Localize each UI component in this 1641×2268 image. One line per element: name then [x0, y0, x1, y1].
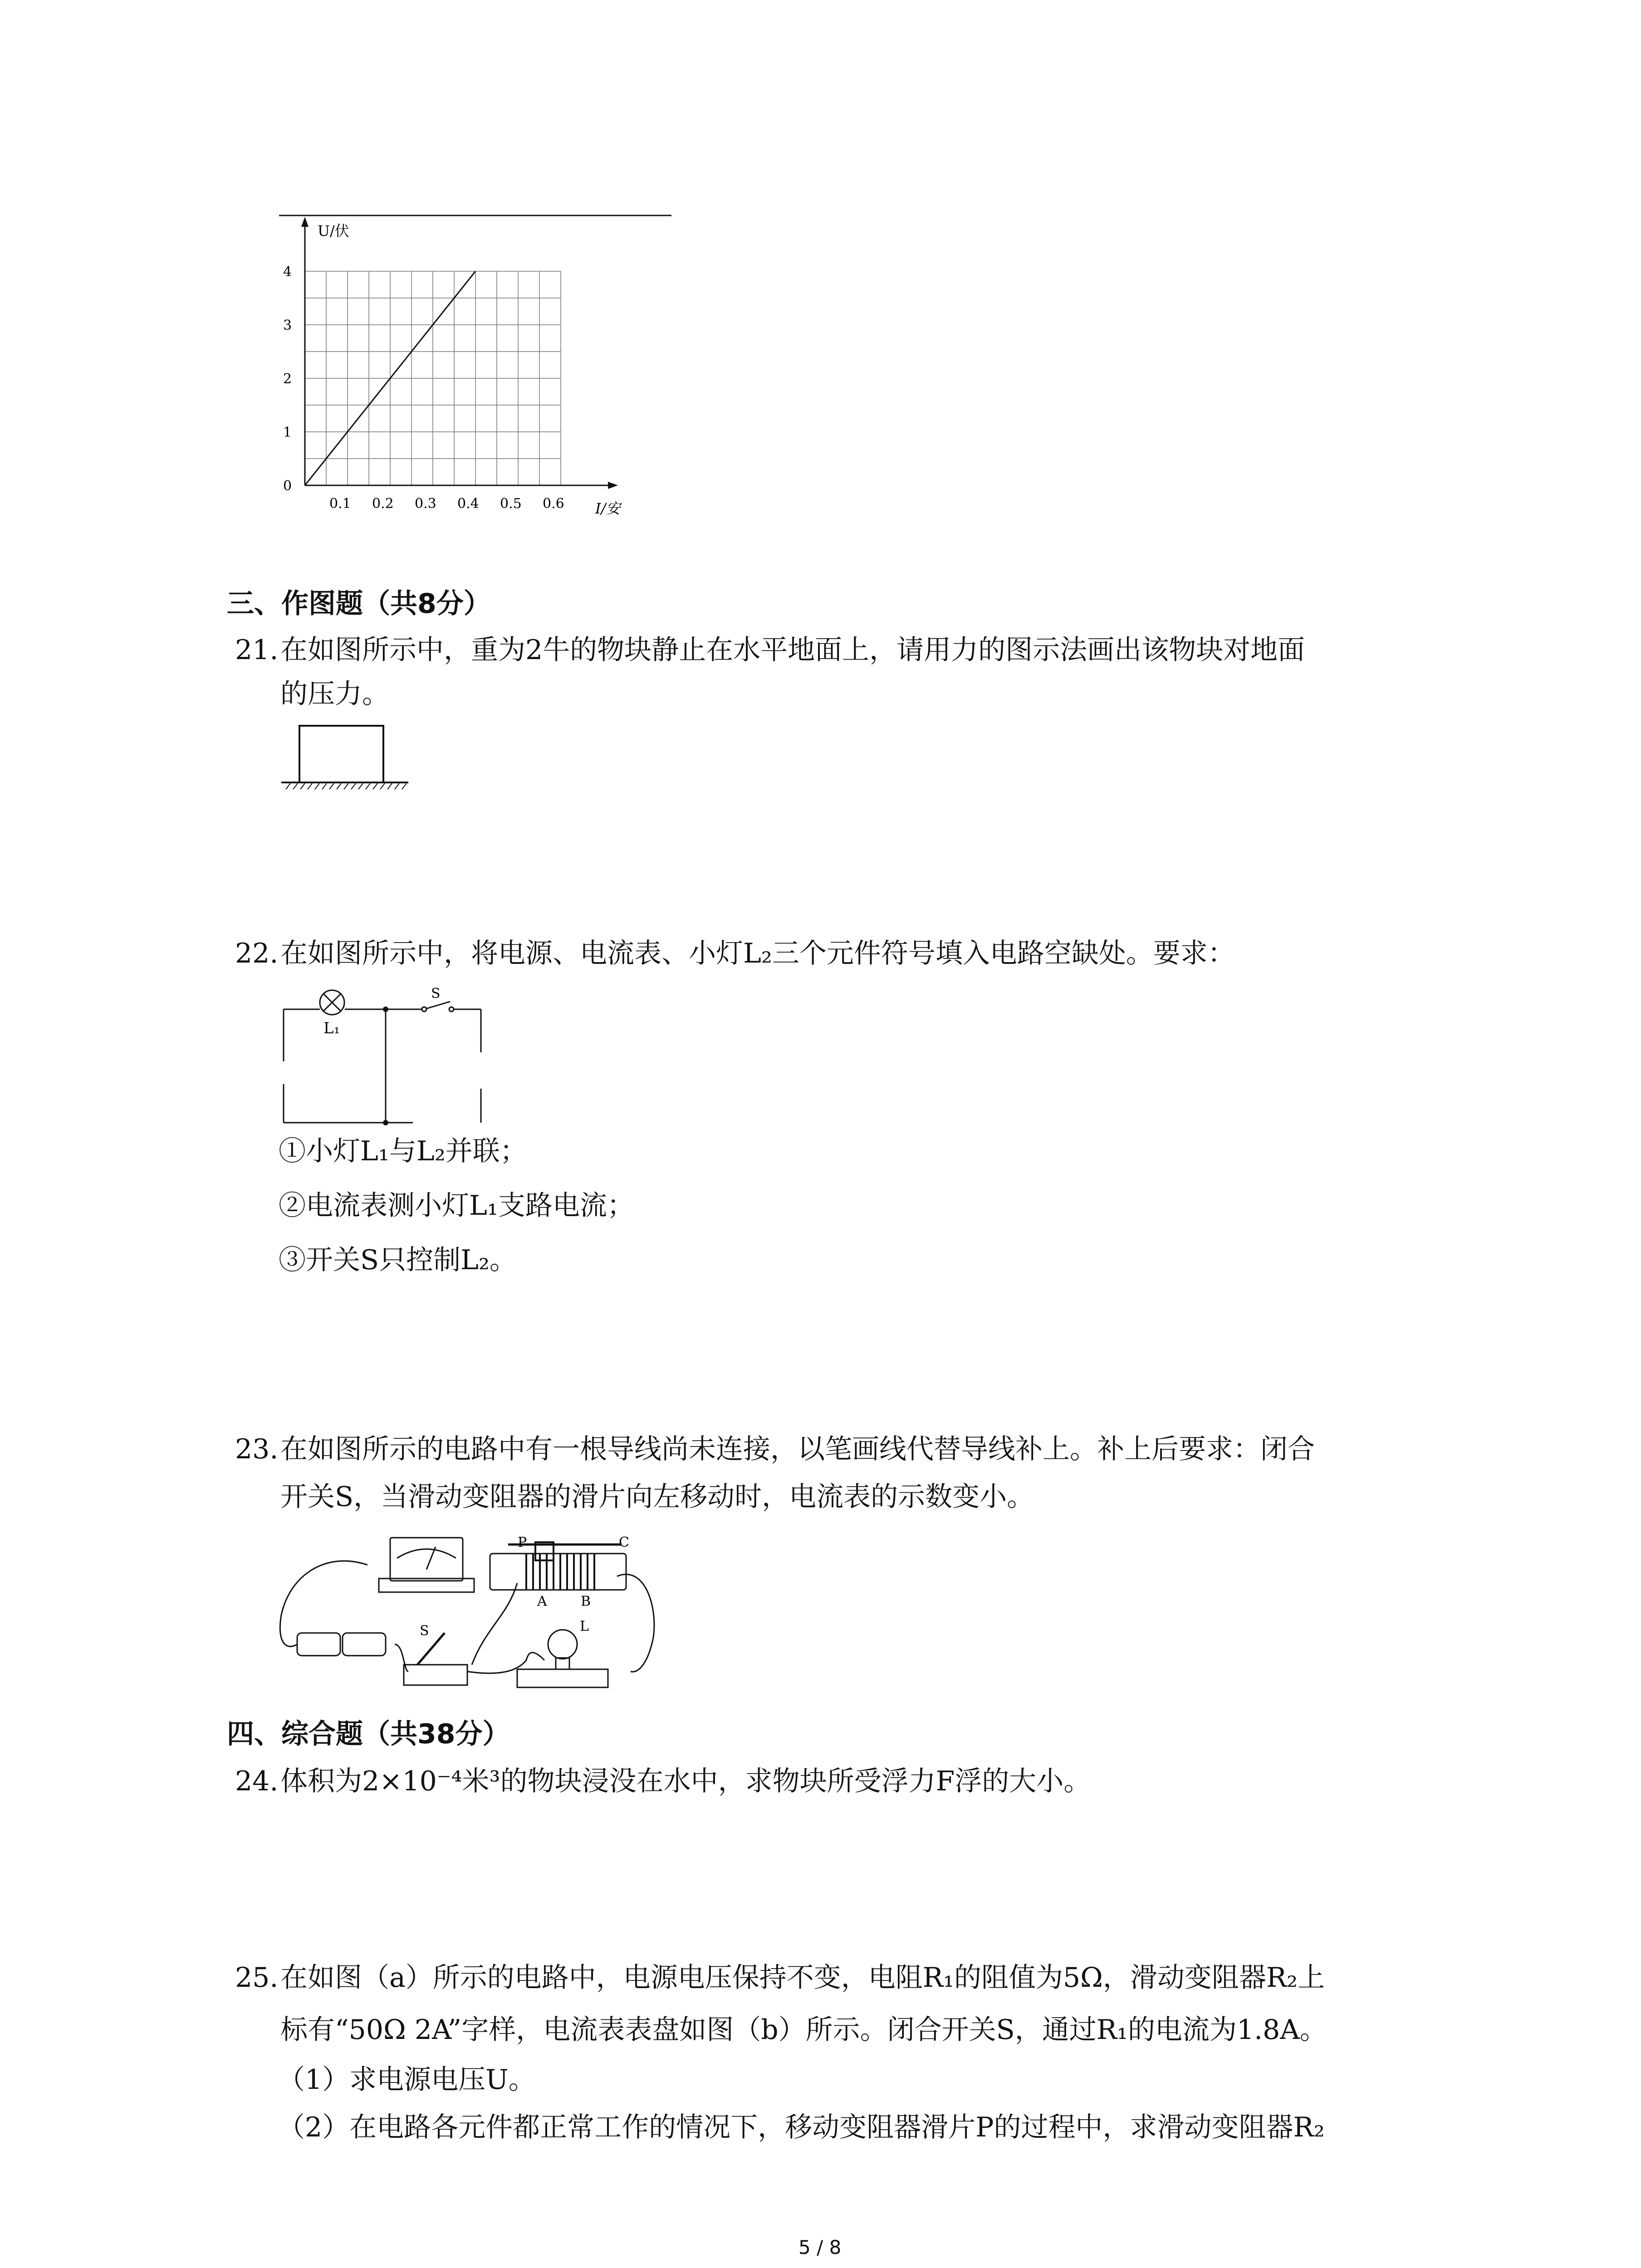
terminal-label-c: C [619, 1535, 629, 1550]
block-on-ground-figure [277, 721, 413, 803]
q22-requirement-3: ③开关S只控制L₂。 [279, 1244, 517, 1276]
y-tick-label: 0 [283, 478, 292, 494]
q25-text-line2: 标有“50Ω 2A”字样，电流表表盘如图（b）所示。闭合开关S，通过R₁的电流为1.8A。 [280, 2014, 1327, 2046]
y-tick-label: 1 [283, 425, 292, 440]
y-tick-label: 4 [283, 264, 292, 280]
u-i-graph [272, 209, 681, 535]
q25-subquestion-1: （1）求电源电压U。 [278, 2064, 536, 2096]
q21-text-line1: 在如图所示中，重为2牛的物块静止在水平地面上，请用力的图示法画出该物块对地面 [280, 634, 1305, 666]
x-tick-label: 0.2 [372, 496, 394, 512]
y-tick-label: 2 [283, 371, 292, 387]
q21-number: 21. [235, 634, 279, 666]
section-3-heading: 三、作图题（共8分） [227, 588, 491, 620]
x-tick-label: 0.3 [415, 496, 436, 512]
q25-number: 25. [235, 1962, 279, 1994]
q24-text-line1: 体积为2×10⁻⁴米³的物块浸没在水中，求物块所受浮力F浮的大小。 [280, 1765, 1091, 1797]
x-axis-arrow [608, 482, 618, 489]
lamp-label-l1: L₁ [323, 1019, 340, 1037]
graph-grid [305, 271, 561, 485]
terminal-label-p: P [518, 1535, 527, 1550]
x-tick-label: 0.6 [543, 496, 564, 512]
block [299, 726, 383, 782]
terminal-label-a: A [537, 1593, 547, 1609]
y-axis-label: U/伏 [318, 222, 349, 240]
q25-text-line1: 在如图（a）所示的电路中，电源电压保持不变，电阻R₁的阻值为5Ω，滑动变阻器R₂上 [280, 1962, 1325, 1994]
switch-label-s: S [431, 986, 441, 1002]
lamp-label-l: L [580, 1618, 589, 1634]
switch-label-s: S [420, 1623, 429, 1639]
q22-text-line1: 在如图所示中，将电源、电流表、小灯L₂三个元件符号填入电路空缺处。要求： [280, 938, 1235, 969]
q21-text-line2: 的压力。 [280, 678, 389, 710]
parallel-circuit-figure [272, 980, 490, 1134]
q23-number: 23. [235, 1433, 279, 1465]
y-tick-label: 3 [283, 318, 292, 333]
q22-requirement-2: ②电流表测小灯L₁支路电流； [279, 1190, 634, 1222]
x-tick-label: 0.1 [329, 496, 351, 512]
section-4-heading: 四、综合题（共38分） [227, 1718, 510, 1750]
x-axis-label: I/安 [595, 500, 621, 517]
terminal-label-b: B [581, 1593, 591, 1609]
x-tick-label: 0.5 [500, 496, 522, 512]
q25-subquestion-2: （2）在电路各元件都正常工作的情况下，移动变阻器滑片P的过程中，求滑动变阻器R₂ [278, 2112, 1325, 2143]
q22-number: 22. [235, 938, 279, 969]
q22-requirement-1: ①小灯L₁与L₂并联； [279, 1135, 527, 1167]
page-number: 5 / 8 [798, 2236, 842, 2258]
u-i-graph-svg [272, 209, 681, 535]
physical-circuit-figure [272, 1524, 681, 1701]
q23-text-line1: 在如图所示的电路中有一根导线尚未连接，以笔画线代替导线补上。补上后要求：闭合 [280, 1433, 1315, 1465]
q23-text-line2: 开关S，当滑动变阻器的滑片向左移动时，电流表的示数变小。 [280, 1481, 1034, 1513]
graph-ticks [283, 264, 564, 512]
x-tick-label: 0.4 [457, 496, 479, 512]
ground-hatching [286, 783, 407, 789]
y-axis-arrow [301, 217, 309, 227]
q24-number: 24. [235, 1765, 279, 1797]
